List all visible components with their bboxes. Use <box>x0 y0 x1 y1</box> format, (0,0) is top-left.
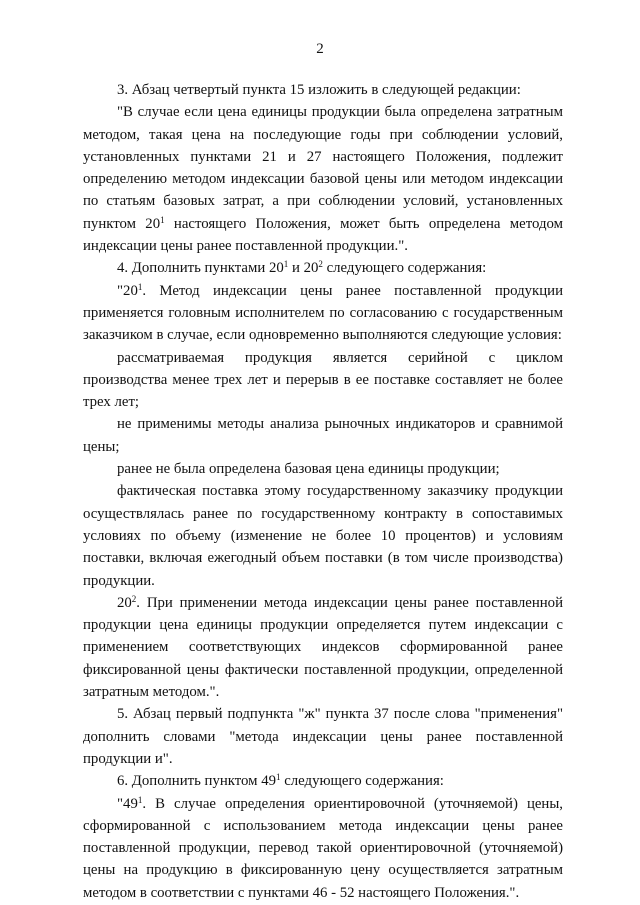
paragraph <box>83 280 563 347</box>
paragraph <box>83 770 563 792</box>
page-number: 2 <box>316 41 324 57</box>
paragraph-text: "20 <box>117 282 138 299</box>
paragraph-text: следующего содержания: <box>280 773 444 790</box>
paragraph <box>83 347 563 414</box>
paragraph-text: ранее не была определена базовая цена единицы продукции; <box>117 461 500 478</box>
superscript-index: 2 <box>318 259 323 270</box>
paragraph <box>83 703 563 770</box>
document-body <box>83 79 563 904</box>
paragraph-text: 20 <box>117 594 132 611</box>
superscript-index: 1 <box>283 259 289 270</box>
paragraph-text: не применимы методы анализа рыночных индикаторов и сравнимой цены; <box>83 416 563 455</box>
paragraph <box>83 257 563 279</box>
paragraph <box>83 793 563 904</box>
superscript-index: 1 <box>276 772 281 783</box>
superscript-index: 1 <box>137 281 143 292</box>
superscript-index: 2 <box>131 593 137 604</box>
paragraph <box>83 79 563 101</box>
paragraph-text: . При применении метода индексации цены ранее поставленной продукции цена единицы продукции определяется путем индексации с применением соответствующих индексов сформированной ранее фиксированной цены фактически поставленной продукции, определенной затратным методом.". <box>83 594 563 701</box>
paragraph <box>83 480 563 591</box>
paragraph <box>83 101 563 257</box>
paragraph-text: следующего содержания: <box>322 260 487 277</box>
paragraph-text: 6. Дополнить пунктом 49 <box>117 773 277 790</box>
paragraph-text: 5. Абзац первый подпункта "ж" пункта 37 после слова "применения" дополнить словами "метода индексации цены ранее поставленной продукции и". <box>83 706 563 767</box>
paragraph-text: настоящего Положения, может быть определена методом индексации цены ранее поставленной продукции.". <box>83 215 563 255</box>
paragraph <box>83 413 563 458</box>
paragraph-text: "49 <box>117 795 138 812</box>
paragraph-text: и 20 <box>288 260 319 277</box>
paragraph <box>83 458 563 480</box>
paragraph-text: . В случае определения ориентировочной (уточняемой) цены, сформированной с использованием метода индексации цены ранее поставленной продукции, перевод такой ориентировочной (уточняемой) цены на продукцию в фиксированную цену осуществляется затратным методом в соответствии с пунктами 46 - 52 настоящего Положения.". <box>83 795 563 901</box>
paragraph-text: 3. Абзац четвертый пункта 15 изложить в следующей редакции: <box>117 82 521 98</box>
superscript-index: 1 <box>137 794 143 805</box>
paragraph-text: . Метод индексации цены ранее поставленной продукции применяется головным исполнителем по согласованию с государственным заказчиком в случае, если одновременно выполняются следующие условия: <box>83 282 563 344</box>
superscript-index: 1 <box>160 214 165 225</box>
paragraph-text: рассматриваемая продукция является серийной с циклом производства менее трех лет и перерыв в ее поставке составляет не более трех лет; <box>83 349 563 411</box>
paragraph-text: 4. Дополнить пунктами 20 <box>117 260 284 277</box>
paragraph-text: "В случае если цена единицы продукции была определена затратным методом, такая цена на последующие годы при соблюдении условий, установленных пунктами 21 и 27 настоящего Положения, подлежит определению методом индексации базовой цены или методом индексации по статьям базовых затрат, а при соблюдении условий, установленных пунктом 20 <box>83 104 563 232</box>
paragraph <box>83 592 563 703</box>
paragraph-text: фактическая поставка этому государственному заказчику продукции осуществлялась ранее по государственному контракту в сопоставимых условиях по объему (изменение не более 10 процентов) и условиям поставки, включая ежегодный объем поставки (в том числе производства) продукции. <box>83 483 563 589</box>
